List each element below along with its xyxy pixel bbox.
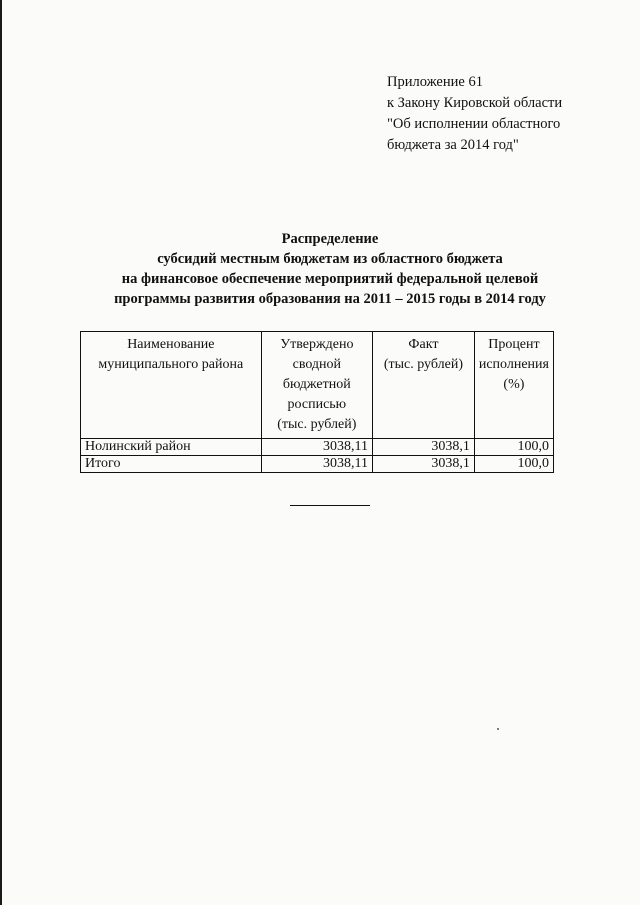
header-line: исполнения [478,357,549,372]
cell-district: Итого [81,456,262,473]
title-line: программы развития образования на 2011 – 2015 годы в 2014 году [114,291,546,307]
cell-approved: 3038,11 [261,456,372,473]
header-line: Процент [488,337,540,352]
cell-district: Нолинский район [81,439,262,456]
header-line: (тыс. рублей) [277,417,357,432]
appendix-note [387,72,627,156]
cell-actual: 3038,1 [373,456,475,473]
cell-actual: 3038,1 [373,439,475,456]
header-percent [474,332,553,439]
scan-edge [0,0,2,905]
title-line: на финансовое обеспечение мероприятий федеральной целевой [121,271,539,287]
header-line: бюджетной [282,377,351,392]
cell-percent: 100,0 [474,456,553,473]
header-district [81,332,262,439]
cell-percent: 100,0 [474,439,553,456]
closing-rule [290,505,370,506]
header-approved [261,332,372,439]
table-row-total [81,456,554,473]
title-line: субсидий местным бюджетам из областного бюджета [157,251,503,267]
header-line: Факт [408,337,439,352]
table-header-row [81,332,554,439]
appendix-line: "Об исполнении областного [387,116,561,132]
distribution-table [80,331,554,473]
title-line: Распределение [281,231,379,247]
appendix-line: бюджета за 2014 год" [387,137,519,153]
header-line: росписью [287,397,347,412]
document-title [70,229,590,309]
appendix-line: к Закону Кировской области [387,95,563,111]
header-line: муниципального района [98,357,244,372]
header-line: Утверждено [280,337,354,352]
table-row [81,439,554,456]
header-actual [373,332,475,439]
header-line: Наименование [127,337,215,352]
cell-approved: 3038,11 [261,439,372,456]
header-line: сводной [292,357,342,372]
appendix-line: Приложение 61 [387,74,483,90]
header-line: (%) [503,377,525,392]
scan-speck [497,728,499,730]
header-line: (тыс. рублей) [383,357,464,372]
